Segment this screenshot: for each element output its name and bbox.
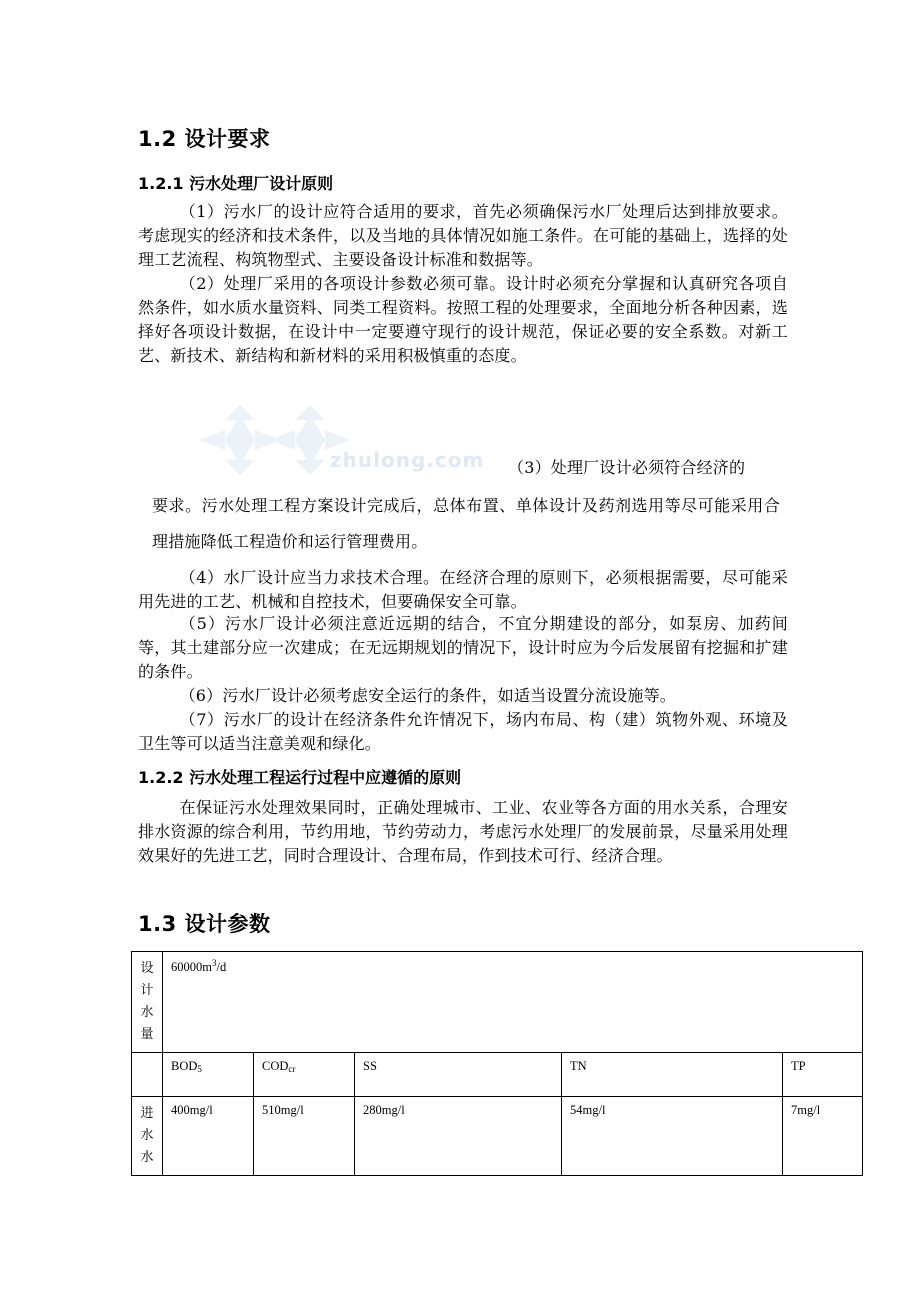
header-tn: TN [562, 1053, 783, 1097]
header-tp: TP [783, 1053, 863, 1097]
header-bod5: $BOD_5$ [163, 1053, 254, 1097]
table-row [132, 1053, 863, 1097]
influent-ss: 280mg/l [355, 1097, 562, 1176]
paragraph-2: （2）处理厂采用的各项设计参数必须可靠。设计时必须充分掌握和认真研究各项自然条件，如水质水量资料、同类工程资料。按照工程的处理要求，全面地分析各种因素，选择好各项设计数据，在设计中一定要遵守现行的设计规范，保证必要的安全系数。对新工艺、新技术、新结构和新材料的采用积极慎重的态度。 [138, 274, 788, 365]
paragraph-8: 在保证污水处理效果同时，正确处理城市、工业、农业等各方面的用水关系，合理安排水资源的综合利用，节约用地，节约劳动力，考虑污水处理厂的发展前景，尽量采用处理效果好的先进工艺，同时合理设计、合理布局，作到技术可行、经济合理。 [138, 798, 788, 865]
paragraph-6: （6）污水厂设计必须考虑安全运行的条件，如适当设置分流设施等。 [179, 686, 676, 705]
paragraph-7: （7）污水厂的设计在经济条件允许情况下，场内布局、构（建）筑物外观、环境及卫生等可以适当注意美观和绿化。 [138, 710, 788, 753]
section-title-1-3: 1.3 设计参数 [138, 912, 271, 936]
table-row [132, 1097, 863, 1176]
influent-tn: 54mg/l [562, 1097, 783, 1176]
watermark-text: zhulong.com [330, 448, 485, 472]
table-row [132, 952, 863, 1053]
design-flow-value: $60000m^3/d$ [163, 952, 863, 1053]
subsection-title-1-2-1: 1.2.1 污水处理厂设计原则 [138, 174, 334, 193]
paragraph-4: （4）水厂设计应当力求技术合理。在经济合理的原则下，必须根据需要，尽可能采用先进的工艺、机械和自控技术，但要确保安全可靠。 [138, 568, 788, 611]
paragraph-3-head: （3）处理厂设计必须符合经济的 [508, 458, 746, 477]
header-ss: SS [355, 1053, 562, 1097]
paragraph-1: （1）污水厂的设计应符合适用的要求，首先必须确保污水厂处理后达到排放要求。考虑现实的经济和技术条件，以及当地的具体情况如施工条件。在可能的基础上，选择的处理工艺流程、构筑物型式、主要设备设计标准和数据等。 [138, 202, 788, 269]
section-title-1-2: 1.2 设计要求 [138, 127, 271, 151]
row-label-design-flow: 设 计 水 量 [132, 952, 163, 1053]
design-parameters-table [131, 951, 863, 1176]
paragraph-5: （5）污水厂设计必须注意近远期的结合，不宜分期建设的部分，如泵房、加药间等，其土建部分应一次建成；在无远期规划的情况下，设计时应为今后发展留有挖掘和扩建的条件。 [138, 614, 788, 681]
influent-tp: 7mg/l [783, 1097, 863, 1176]
influent-bod5: 400mg/l [163, 1097, 254, 1176]
paragraph-3-body: 要求。污水处理工程方案设计完成后，总体布置、单体设计及药剂选用等尽可能采用合理措施降低工程造价和运行管理费用。 [152, 496, 780, 551]
row-label-influent: 进 水 水 [132, 1097, 163, 1176]
empty-cell [132, 1053, 163, 1097]
header-codcr: $COD_{cr}$ [254, 1053, 355, 1097]
subsection-title-1-2-2: 1.2.2 污水处理工程运行过程中应遵循的原则 [138, 768, 462, 787]
influent-codcr: 510mg/l [254, 1097, 355, 1176]
